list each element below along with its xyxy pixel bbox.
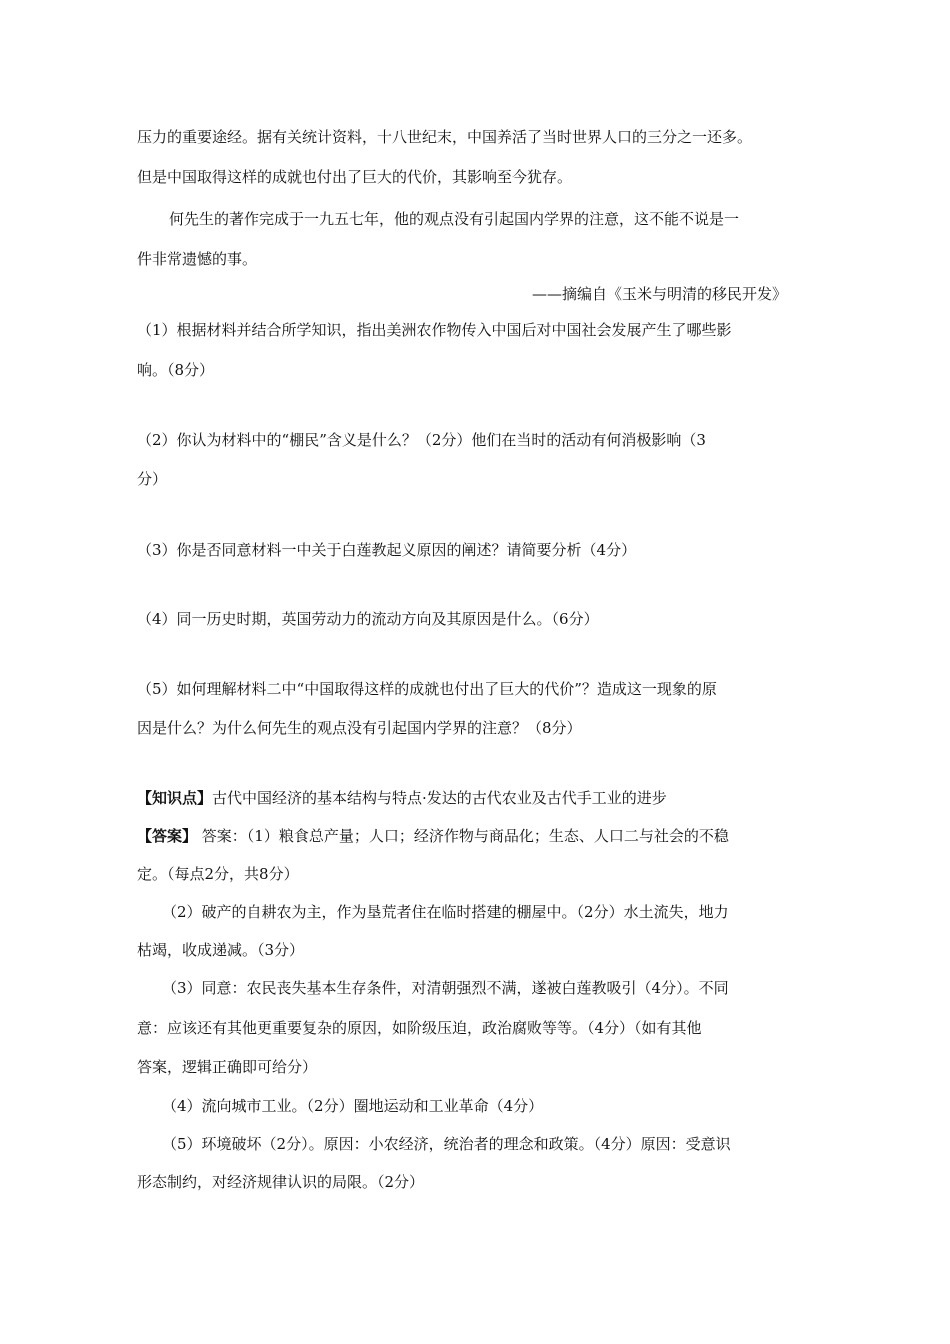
material-paragraph-2-line-1: 何先生的著作完成于一九五七年，他的观点没有引起国内学界的注意，这不能不说是一 xyxy=(169,210,740,228)
answer-3-line-1: （3）同意：农民丧失基本生存条件，对清朝强烈不满，遂被白莲教吸引（4分）。不同 xyxy=(162,979,729,997)
knowledge-point-tag: 【知识点】 xyxy=(137,789,213,807)
answer-2-line-1: （2）破产的自耕农为主，作为垦荒者住在临时搭建的棚屋中。（2分）水土流失，地力 xyxy=(162,903,729,921)
question-5-line-2: 因是什么？为什么何先生的观点没有引起国内学界的注意？（8分） xyxy=(137,719,582,737)
answer-5-line-1: （5）环境破坏（2分）。原因：小农经济，统治者的理念和政策。（4分）原因：受意识 xyxy=(162,1135,731,1153)
question-1-line-2: 响。（8分） xyxy=(137,361,215,379)
question-1-line-1: （1）根据材料并结合所学知识，指出美洲农作物传入中国后对中国社会发展产生了哪些影 xyxy=(137,321,732,339)
question-3: （3）你是否同意材料一中关于白莲教起义原因的阐述？请简要分析（4分） xyxy=(137,541,637,559)
material-paragraph-1-line-1: 压力的重要途经。据有关统计资料，十八世纪末，中国养活了当时世界人口的三分之一还多。 xyxy=(137,128,753,146)
answer-4: （4）流向城市工业。（2分）圈地运动和工业革命（4分） xyxy=(162,1097,544,1115)
material-paragraph-2-line-2: 件非常遗憾的事。 xyxy=(137,250,258,268)
answer-5-line-2: 形态制约，对经济规律认识的局限。（2分） xyxy=(137,1173,425,1191)
answer-3-line-2: 意：应该还有其他更重要复杂的原因，如阶级压迫，政治腐败等等。（4分）（如有其他 xyxy=(137,1019,702,1037)
answer-3-line-3: 答案，逻辑正确即可给分） xyxy=(137,1058,318,1076)
answer-1-line-1 xyxy=(137,826,729,846)
question-2-line-1: （2）你认为材料中的“棚民”含义是什么？（2分）他们在当时的活动有何消极影响（3 xyxy=(137,431,706,449)
knowledge-point-text: 古代中国经济的基本结构与特点·发达的古代农业及古代手工业的进步 xyxy=(212,789,667,807)
knowledge-point xyxy=(137,788,667,808)
answer-1-line-2: 定。（每点2分，共8分） xyxy=(137,865,299,883)
material-paragraph-1-line-2: 但是中国取得这样的成就也付出了巨大的代价，其影响至今犹存。 xyxy=(137,168,573,186)
answer-2-line-2: 枯竭，收成递减。（3分） xyxy=(137,941,305,959)
question-4: （4）同一历史时期，英国劳动力的流动方向及其原因是什么。（6分） xyxy=(137,610,599,628)
question-2-line-2: 分） xyxy=(137,470,168,488)
question-5-line-1: （5）如何理解材料二中“中国取得这样的成就也付出了巨大的代价”？造成这一现象的原 xyxy=(137,680,717,698)
answer-1-text: 答案：（1）粮食总产量；人口；经济作物与商品化；生态、人口二与社会的不稳 xyxy=(197,827,729,845)
answer-tag: 【答案】 xyxy=(137,827,198,845)
material-source: ——摘编自《玉米与明清的移民开发》 xyxy=(532,285,788,303)
